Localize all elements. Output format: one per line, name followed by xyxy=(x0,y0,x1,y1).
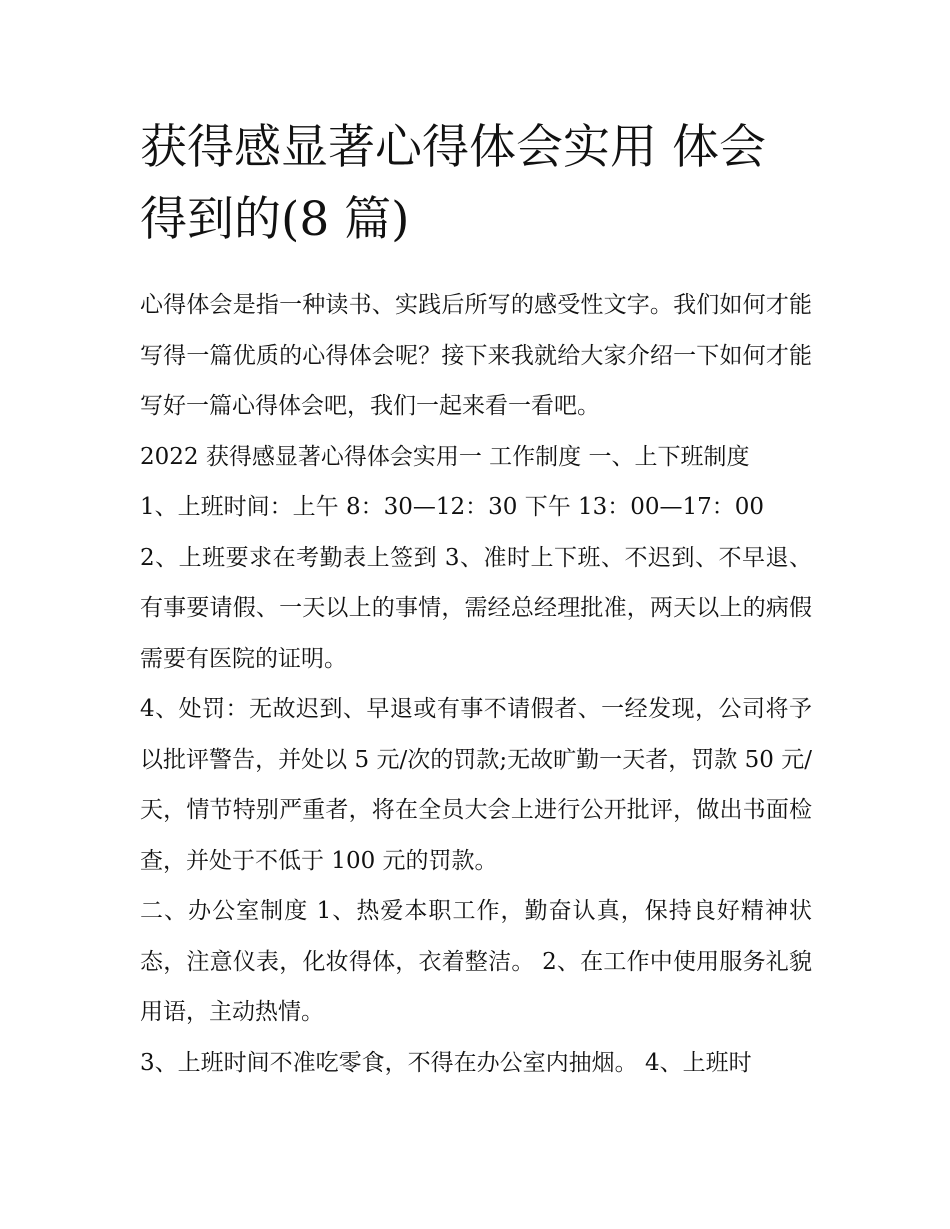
document-title: 获得感显著心得体会实用 体会得到的(8 篇) xyxy=(140,120,766,247)
document-body xyxy=(140,280,812,1088)
paragraph-attendance: 2、上班要求在考勤表上签到 3、准时上下班、不迟到、不早退、有事要请假、一天以上的事情，需经总经理批准，两天以上的病假需要有医院的证明。 xyxy=(140,544,812,672)
paragraph-intro: 心得体会是指一种读书、实践后所写的感受性文字。我们如何才能写得一篇优质的心得体会呢？接下来我就给大家介绍一下如何才能写好一篇心得体会吧，我们一起来看一看吧。 xyxy=(140,292,812,419)
paragraph-work-hours: 1、上班时间：上午 8：30—12：30 下午 13：00—17：00 xyxy=(140,494,765,520)
paragraph-penalties: 4、处罚：无故迟到、早退或有事不请假者、一经发现，公司将予以批评警告，并处以 5 元/次的罚款;无故旷勤一天者，罚款 50 元/天，情节特别严重者，将在全员大会上进行公开批评，做出书面检查，并处于不低于 100 元的罚款。 xyxy=(140,696,812,874)
paragraph-section-heading: 2022 获得感显著心得体会实用一 工作制度 一、上下班制度 xyxy=(140,443,750,470)
document-page xyxy=(140,112,812,1088)
paragraph-office-rules: 二、办公室制度 1、热爱本职工作，勤奋认真，保持良好精神状态，注意仪表，化妆得体，衣着整洁。 2、在工作中使用服务礼貌用语，主动热情。 xyxy=(140,898,812,1025)
paragraph-office-rules-continued: 3、上班时间不准吃零食，不得在办公室内抽烟。 4、上班时 xyxy=(140,1049,752,1076)
